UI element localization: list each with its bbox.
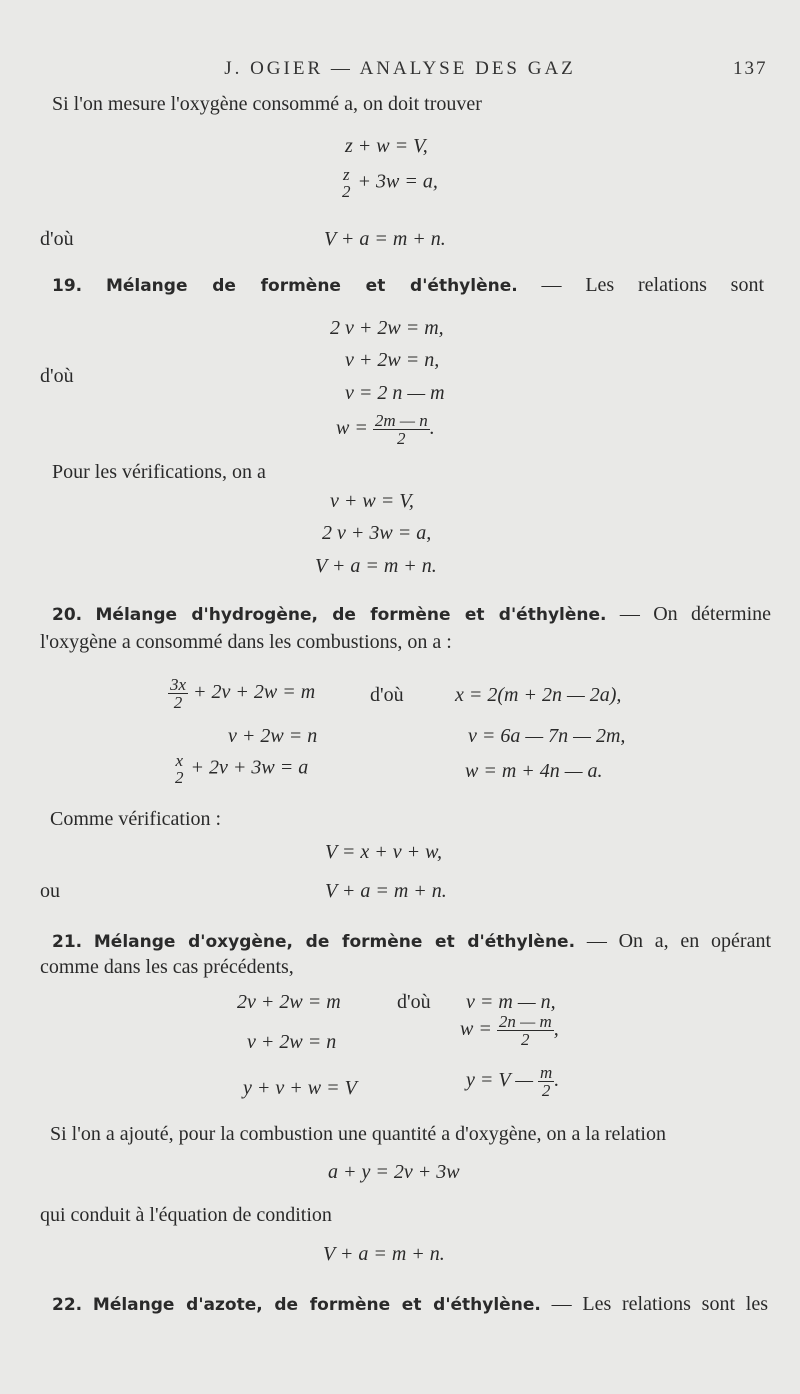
s21-right-eq2: w = $\frac{2n — m}{2}$ , — [460, 1012, 559, 1049]
section-22-heading: 22. Mélange d'azote, de formène et d'éthylène. — Les relations sont les — [52, 1293, 768, 1315]
intro-line: Si l'on mesure l'oxygène consommé a, on doit trouver — [52, 93, 482, 115]
s21-right-eq1: v = m — n, — [466, 991, 556, 1013]
s20-left-eq1: $\frac{3x}{2}$ + 2v + 2w = m — [170, 675, 316, 712]
section-19-heading: 19. Mélange de formène et d'éthylène. — Les relations sont — [52, 274, 765, 296]
s21-eq5: V + a = m + n. — [323, 1243, 445, 1265]
s20-left-eq3: x 2 + 2v + 3w = a — [175, 751, 309, 787]
s19-eq3: v = 2 n — m — [345, 382, 445, 404]
section-21-heading: 21. Mélange d'oxygène, de formène et d'éthylène. — On a, en opérant — [52, 930, 772, 952]
s19-eq2: v + 2w = n, — [345, 349, 440, 371]
s19-eq6: 2 v + 3w = a, — [322, 522, 432, 544]
s19-eq1: 2 v + 2w = m, — [330, 317, 444, 339]
s21-left-eq3: y + v + w = V — [243, 1077, 357, 1099]
s21-para: Si l'on a ajouté, pour la combustion une quantité a d'oxygène, on a la relation — [50, 1123, 666, 1145]
s19-dou: d'où — [40, 365, 74, 387]
s20-right-eq1: x = 2(m + 2n — 2a), — [455, 684, 622, 706]
s20-right-eq3: w = m + 4n — a. — [465, 760, 603, 782]
s20-dou: d'où — [370, 684, 404, 706]
s20-eq5: V + a = m + n. — [325, 880, 447, 902]
s21-line2: comme dans les cas précédents, — [40, 956, 294, 978]
intro-eq2: z 2 + 3w = a, — [342, 165, 438, 201]
s21-left-eq1: 2v + 2w = m — [237, 991, 341, 1013]
intro-eq1: z + w = V, — [345, 135, 428, 157]
s21-left-eq2: v + 2w = n — [247, 1031, 337, 1053]
s19-eq4: w = $\frac{2m — n}{2}$ . — [336, 411, 435, 448]
s20-line2: l'oxygène a consommé dans les combustions, on a : — [40, 631, 452, 653]
s19-eq7: V + a = m + n. — [315, 555, 437, 577]
s20-left-eq2: v + 2w = n — [228, 725, 318, 747]
running-title: J. OGIER — ANALYSE DES GAZ — [224, 58, 576, 79]
s21-eq4: a + y = 2v + 3w — [328, 1161, 460, 1183]
s20-eq4: V = x + v + w, — [325, 841, 442, 863]
s19-verif: Pour les vérifications, on a — [52, 461, 266, 483]
s20-ou: ou — [40, 880, 60, 902]
s21-right-eq3: y = V — $\frac{m}{2}$ . — [466, 1063, 560, 1100]
page-number: 137 — [733, 58, 768, 79]
s20-verif: Comme vérification : — [50, 808, 222, 830]
s19-eq5: v + w = V, — [330, 490, 414, 512]
s21-dou: d'où — [397, 991, 431, 1013]
intro-dou: d'où — [40, 228, 74, 250]
s20-right-eq2: v = 6a — 7n — 2m, — [468, 725, 626, 747]
s21-line3: qui conduit à l'équation de condition — [40, 1204, 332, 1226]
intro-eq3: V + a = m + n. — [324, 228, 446, 250]
section-20-heading: 20. Mélange d'hydrogène, de formène et d'éthylène. — On détermine — [52, 603, 772, 625]
